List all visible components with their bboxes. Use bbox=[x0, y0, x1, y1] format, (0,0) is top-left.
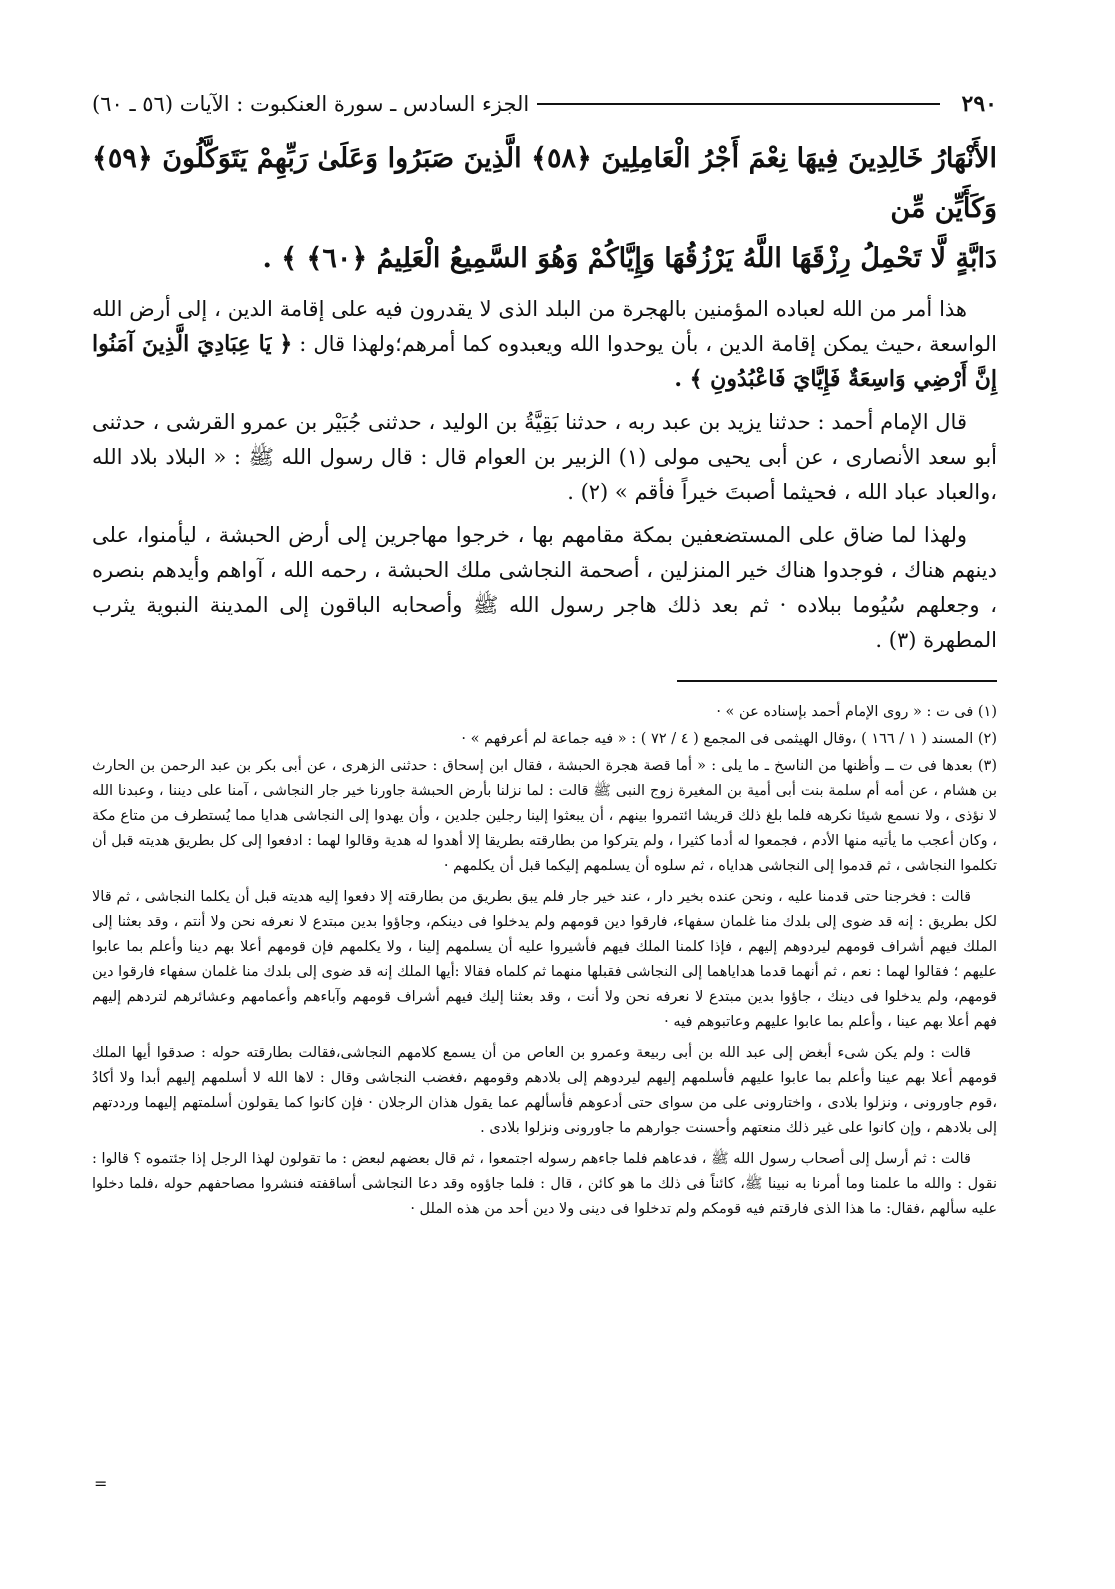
commentary-paragraph-2: قال الإمام أحمد : حدثنا يزيد بن عبد ربه ، حدثنا بَقِيَّةُ بن الوليد ، حدثنى جُبَيْر بن عمرو القرشى ، حدثنى أبو سعد الأنصارى ، عن أبى يحيى مولى (١) الزبير بن العوام قال : قال رسول الله ﷺ : « البلاد بلاد الله ،والعباد عباد الله ، فحيثما أصبتَ خيراً فأقم » (٢) . bbox=[92, 410, 997, 504]
running-title: الجزء السادس ـ سورة العنكبوت : الآيات (٥٦ ـ ٦٠) bbox=[92, 92, 530, 116]
quran-verses bbox=[92, 134, 997, 284]
footnote-3-paragraph-2: قالت : فخرجنا حتى قدمنا عليه ، ونحن عنده بخير دار ، عند خير جار فلم يبق بطريق من بطارقته إلا دفعوا إليه هديته قبل أن يكلما النجاشى ، ثم قالا لكل بطريق : إنه قد ضوى إلى بلدك منا غلمان سفهاء، فارقوا دين قومهم ولم يدخلوا فى دينكم، وجاؤوا بدين مبتدع لا نعرفه نحن ولا أنتم ، وقد بعثنا إلى الملك فيهم أشراف قومهم ليردوهم إليهم ، فإذا كلمنا الملك فيهم فأشيروا عليه أن يسلمهم إلينا ، ولا يكلمهم فإن قومهم أعلا بهم دينا وأعلم بما عابوا عليهم ؛ فقالوا لهما : نعم ، ثم أنهما قدما هداياهما إلى النجاشى فقبلها منهما ثم كلماه فقالا :أيها الملك إنه قد ضوى إلى بلدك منا غلمان سفهاء فارقوا دين قومهم، ولم يدخلوا فى دينك ، جاؤوا بدين مبتدع لا نعرفه نحن ولا أنت ، وقد بعثنا إليك فيهم أشراف قومهم وآباءهم وأعمامهم وعشائرهم لتردهم إليهم فهم أعلا بهم عينا ، وأعلم بما عابوا عليهم وعاتبوهم فيه · bbox=[92, 889, 997, 1030]
continuation-mark: = bbox=[94, 1474, 108, 1493]
page-number: ٢٩٠ bbox=[961, 91, 997, 117]
footnote-2: (٢) المسند ( ١ / ١٦٦ ) ،وقال الهيثمى فى المجمع ( ٤ / ٧٢ ) : « فيه جماعة لم أعرفهم » · bbox=[461, 731, 997, 747]
footnote-3: (٣) بعدها فى ت ــ وأظنها من الناسخ ـ ما يلى : « أما قصة هجرة الحبشة ، فقال ابن إسحاق : حدثنى الزهرى ، عن أبى بكر بن عبد الرحمن بن الحارث بن هشام ، عن أمه أم سلمة بنت أبى أمية بن المغيرة زوج النبى ﷺ قالت : لما نزلنا بأرض الحبشة جاورنا خير جار النجاشى ، آمنا على ديننا ، وعبدنا الله لا نؤذى ، ولا نسمع شيئا نكرهه فلما بلغ ذلك قريشا ائتمروا بينهم ، أن يبعثوا إلينا رجلين جلدين ، وأن يهدوا إلى النجاشى هدايا مما يُستطرف من متاع مكة ، وكان أعجب ما يأتيه منها الأدم ، فجمعوا له أدما كثيرا ، ولم يتركوا من بطارقته بطريقا إلا أهدوا له هدية وقالوا لهما : ادفعوا إلى كل بطريق هديته قبل أن تكلموا النجاشى ، ثم قدموا إلى النجاشى هداياه ، ثم سلوه أن يسلمهم إليكما قبل أن يكلمهم · bbox=[92, 758, 997, 874]
footnote-separator bbox=[677, 680, 997, 682]
commentary-text: هذا أمر من الله لعباده المؤمنين بالهجرة من البلد الذى لا يقدرون فيه على إقامة الدين ، إلى أرض الله الواسعة ،حيث يمكن إقامة الدين ، بأن يوحدوا الله ويعبدوه كما أمرهم؛ولهذا قال : bbox=[92, 297, 997, 356]
commentary-paragraph-1 bbox=[92, 292, 997, 397]
quoted-verse: ﴿ يَا عِبَادِيَ الَّذِينَ آمَنُوا إِنَّ أَرْضِي وَاسِعَةٌ فَإِيَّايَ فَاعْبُدُونِ ﴾ . bbox=[92, 331, 997, 392]
quran-line-2: دَابَّةٍ لَّا تَحْمِلُ رِزْقَهَا اللَّهُ يَرْزُقُهَا وَإِيَّاكُمْ وَهُوَ السَّمِيعُ الْعَلِيمُ ﴿٦٠﴾ ﴾ . bbox=[262, 243, 997, 274]
footnote-3-paragraph-4: قالت : ثم أرسل إلى أصحاب رسول الله ﷺ ، فدعاهم فلما جاءهم رسوله اجتمعوا ، ثم قال بعضهم لبعض : ما تقولون لهذا الرجل إذا جئتموه ؟ قالوا : نقول : والله ما علمنا وما أمرنا به نبينا ﷺ، كائناً فى ذلك ما هو كائن ، قال : فلما جاؤوه وقد دعا النجاشى أساقفته فنشروا مصاحفهم حوله ،فلما دخلوا عليه سألهم ،فقال: ما هذا الذى فارقتم فيه قومكم ولم تدخلوا فى دينى ولا دين أحد من هذه الملل · bbox=[92, 1151, 997, 1217]
footnote-1: (١) فى ت : « روى الإمام أحمد بإسناده عن » · bbox=[716, 704, 997, 720]
commentary-paragraph-3: ولهذا لما ضاق على المستضعفين بمكة مقامهم بها ، خرجوا مهاجرين إلى أرض الحبشة ، ليأمنوا، على دينهم هناك ، فوجدوا هناك خير المنزلين ، أصحمة النجاشى ملك الحبشة ، رحمه الله ، آواهم وأيدهم بنصره ، وجعلهم سُيُوما ببلاده · ثم بعد ذلك هاجر رسول الله ﷺ وأصحابه الباقون إلى المدينة النبوية يثرب المطهرة (٣) . bbox=[92, 523, 997, 652]
header-rule bbox=[537, 103, 939, 105]
quran-line-1: الأَنْهَارُ خَالِدِينَ فِيهَا نِعْمَ أَجْرُ الْعَامِلِينَ ﴿٥٨﴾ الَّذِينَ صَبَرُوا وَعَلَىٰ رَبِّهِمْ يَتَوَكَّلُونَ ﴿٥٩﴾ وَكَأَيِّن مِّن bbox=[92, 143, 998, 224]
footnote-3-paragraph-3: قالت : ولم يكن شىء أبغض إلى عبد الله بن أبى ربيعة وعمرو بن العاص من أن يسمع كلامهم النجاشى،فقالت بطارقته حوله : صدقوا أيها الملك قومهم أعلا بهم عينا وأعلم بما عابوا عليهم فأسلمهم إليهم ليردوهم إلى بلادهم وقومهم ،فغضب النجاشى وقال : لاها الله لا أسلمهم إليهم أبدا ولا أكادُ ،قوم جاورونى ، ونزلوا بلادى ، واختارونى على من سواى حتى أدعوهم فأسألهم عما يقول هذان الرجلان · فإن كانوا كما يقولون أسلمتهم إليهما ورددتهم إلى بلادهم ، وإن كانوا على غير ذلك منعتهم وأحسنت جوارهم ما جاورونى ونزلوا بلادى . bbox=[92, 1045, 997, 1136]
footnotes bbox=[92, 700, 997, 1222]
page-header bbox=[92, 84, 997, 124]
